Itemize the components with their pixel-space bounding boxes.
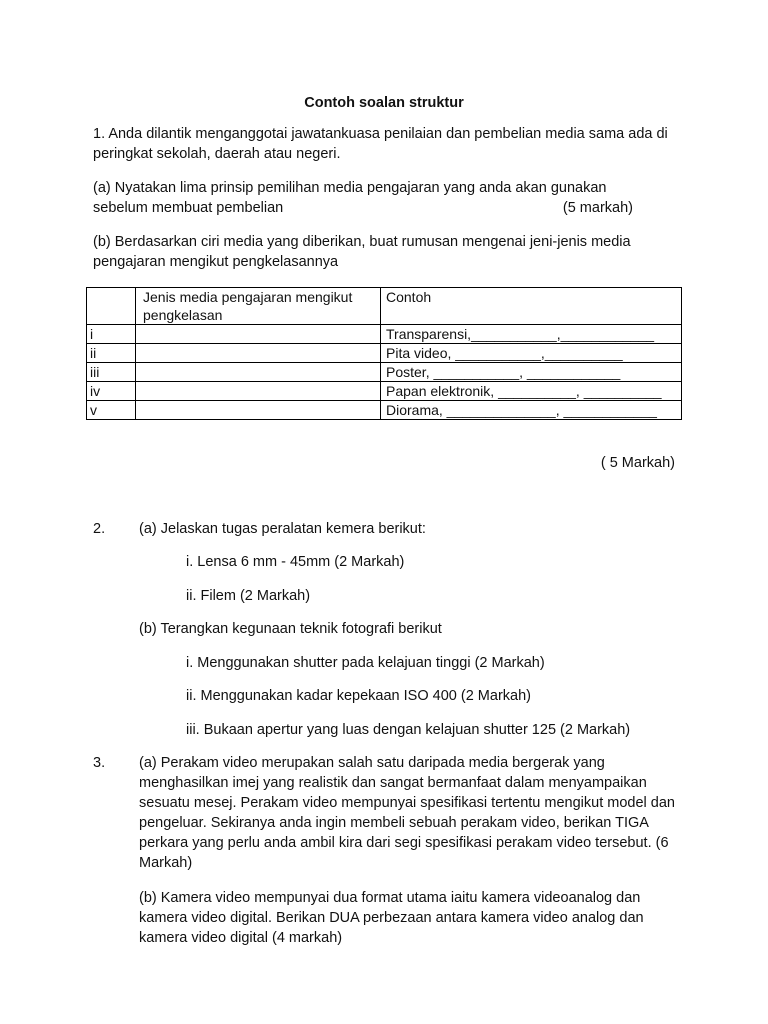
page-title: Contoh soalan struktur xyxy=(304,95,464,111)
row-number: iii xyxy=(87,363,136,382)
question-2a: (a) Jelaskan tugas peralatan kemera berikut: xyxy=(139,521,426,537)
question-1-intro: 1. Anda dilantik menganggotai jawatankuasa penilaian dan pembelian media sama ada di peringkat sekolah, daerah atau negeri. xyxy=(93,126,668,162)
row-example-cell: Pita video, ___________,__________ xyxy=(381,344,682,363)
table-header-row xyxy=(87,288,682,325)
table-row xyxy=(87,344,682,363)
row-number: ii xyxy=(87,344,136,363)
question-1a-marks: (5 markah) xyxy=(562,200,633,216)
row-number: i xyxy=(87,325,136,344)
table-row xyxy=(87,401,682,420)
question-2b-ii: ii. Menggunakan kadar kepekaan ISO 400 (2 Markah) xyxy=(186,688,531,704)
question-3a: (a) Perakam video merupakan salah satu daripada media bergerak yang menghasilkan imej yang realistik dan sangat bermanfaat dalam menyampaikan sesuatu mesej. Perakam video mempunyai spesifikasi tertentu mengikut model dan pengeluar. Sekiranya anda ingin membeli sebuah perakam video, berikan TIGA perkara yang perlu anda ambil kira dari segi spesifikasi perakam video tersebut. (6 Markah) xyxy=(139,755,675,871)
row-type-cell xyxy=(136,344,381,363)
table-row xyxy=(87,382,682,401)
question-3b: (b) Kamera video mempunyai dua format utama iaitu kamera videoanalog dan kamera video digital. Berikan DUA perbezaan antara kamera video analog dan kamera video digital (4 markah) xyxy=(139,890,644,946)
table-header-cell: Contoh xyxy=(381,288,682,325)
row-example-cell: Diorama, ______________, ____________ xyxy=(381,401,682,420)
question-2b-i: i. Menggunakan shutter pada kelajuan tinggi (2 Markah) xyxy=(186,655,545,671)
question-1a-line2 xyxy=(93,198,683,218)
table-header-cell xyxy=(87,288,136,325)
question-1a-text: (a) Nyatakan lima prinsip pemilihan media pengajaran yang anda akan gunakan xyxy=(93,180,607,196)
table-marks: ( 5 Markah) xyxy=(600,455,675,471)
media-classification-table xyxy=(86,287,682,420)
row-example-cell: Poster, ___________, ____________ xyxy=(381,363,682,382)
row-number: iv xyxy=(87,382,136,401)
row-number: v xyxy=(87,401,136,420)
question-2a-ii: ii. Filem (2 Markah) xyxy=(186,588,311,604)
row-example-cell: Papan elektronik, __________, __________ xyxy=(381,382,682,401)
question-2a-i: i. Lensa 6 mm - 45mm (2 Markah) xyxy=(186,554,405,570)
question-3-number: 3. xyxy=(93,755,106,771)
question-1a-text2: sebelum membuat pembelian xyxy=(93,200,284,216)
table-row xyxy=(87,363,682,382)
row-example-cell: Transparensi,___________,____________ xyxy=(381,325,682,344)
question-1b: (b) Berdasarkan ciri media yang diberikan, buat rumusan mengenai jeni-jenis media pengajaran mengikut pengkelasannya xyxy=(93,234,631,270)
row-type-cell xyxy=(136,325,381,344)
row-type-cell xyxy=(136,363,381,382)
row-type-cell xyxy=(136,401,381,420)
question-2b-iii: iii. Bukaan apertur yang luas dengan kelajuan shutter 125 (2 Markah) xyxy=(186,722,631,738)
question-2b: (b) Terangkan kegunaan teknik fotografi berikut xyxy=(139,621,442,637)
question-1a xyxy=(93,178,683,218)
question-2-number: 2. xyxy=(93,521,106,537)
table-row xyxy=(87,325,682,344)
table-header-cell: Jenis media pengajaran mengikut pengkelasan xyxy=(136,288,381,325)
row-type-cell xyxy=(136,382,381,401)
